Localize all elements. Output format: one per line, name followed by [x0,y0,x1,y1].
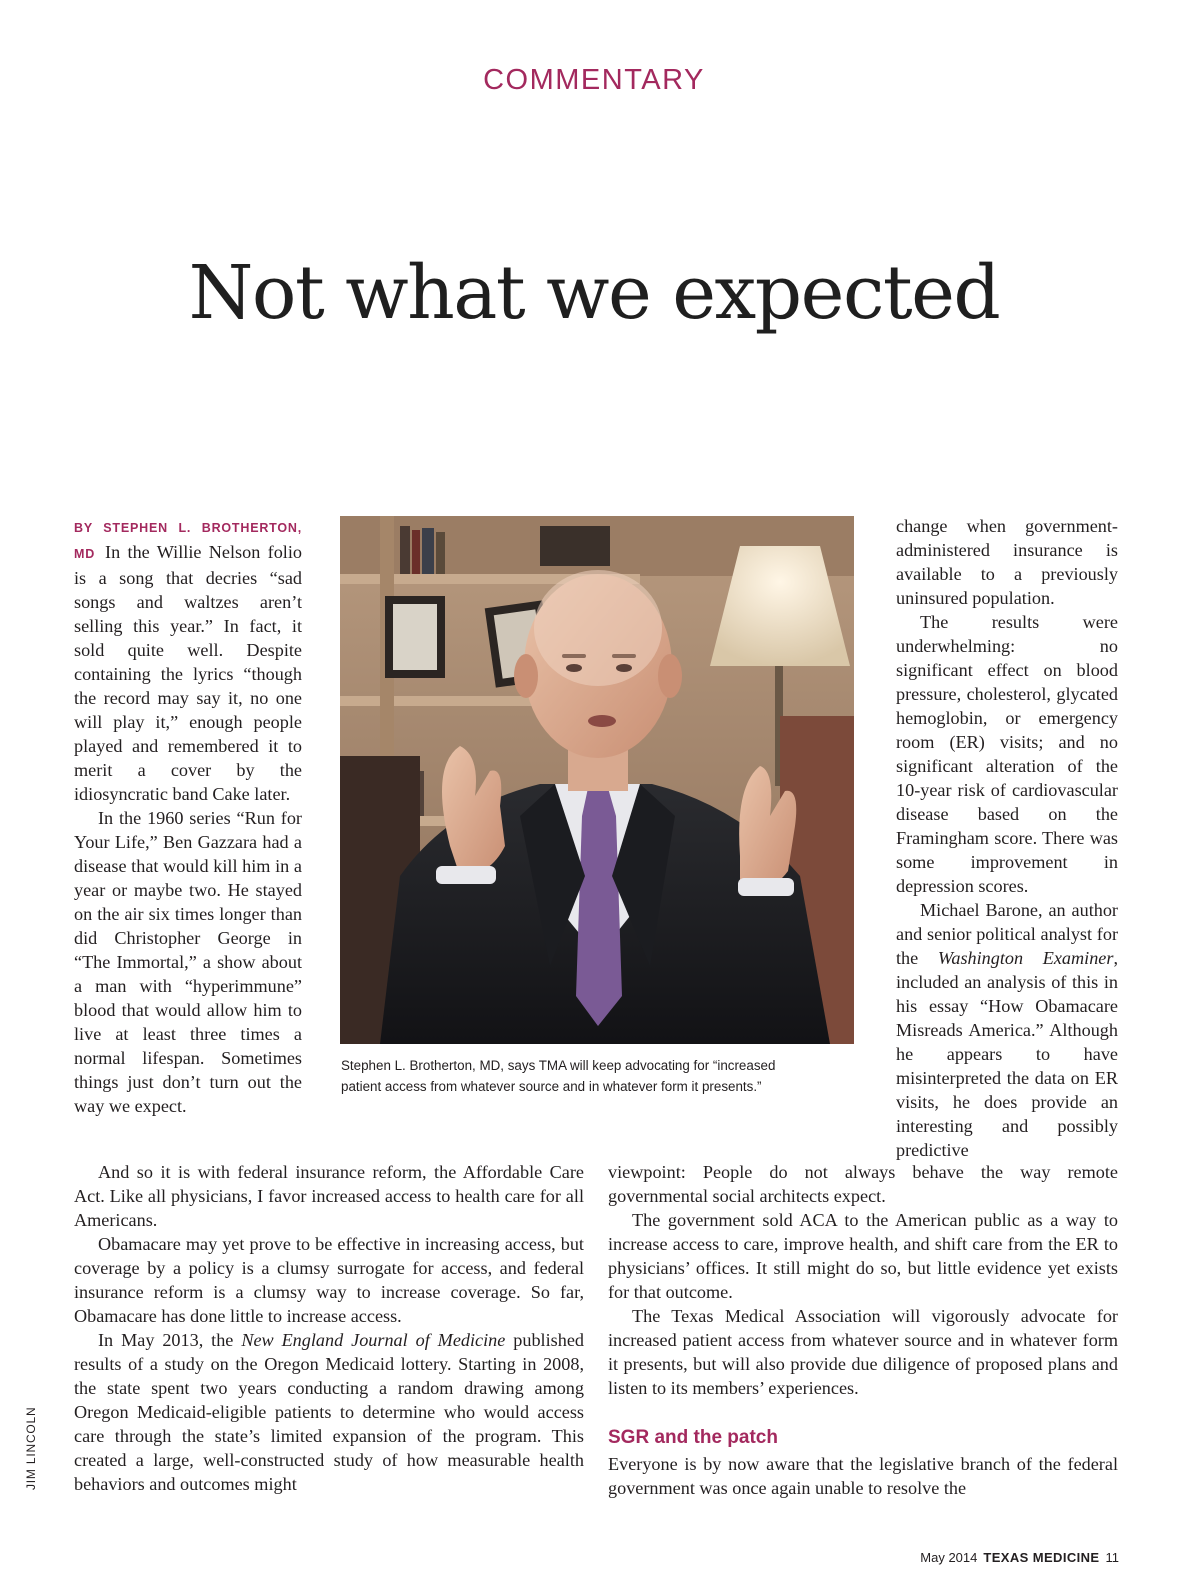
section-label: COMMENTARY [483,64,705,96]
paragraph-text: In May 2013, the [98,1330,242,1350]
article-column-bottom-left [74,1160,584,1496]
article-column-right [896,514,1118,1162]
photo-caption: Stephen L. Brotherton, MD, says TMA will keep advocating for “increased patient access from whatever source and in whatever form it presents.” [341,1058,776,1094]
opening-paragraph [74,514,302,806]
paragraph-text: In the Willie Nelson folio is a song that decries “sad songs and waltzes aren’t selling this year.” In fact, it sold quite well. Despite containing the lyrics “though the record may say it, no one will play it,” enough people played and remembered it to merit a cover by the idiosyncratic band Cake later. [74,542,302,804]
photo-credit [24,1406,44,1510]
paragraph: viewpoint: People do not always behave the way remote governmental social architects expect. [608,1162,1118,1206]
article-column-bottom-right [608,1160,1118,1500]
publication-title: Washington Examiner [937,948,1114,968]
paragraph: change when government-administered insurance is available to a previously uninsured population. [896,516,1118,608]
paragraph: Obamacare may yet prove to be effective in increasing access, but coverage by a policy is a clumsy surrogate for access, and federal insurance reform is a clumsy way to increase coverage. So far, Obamacare has done little to increase access. [74,1234,584,1326]
photo-credit-text: JIM LINCOLN [24,1406,38,1490]
paragraph: The Texas Medical Association will vigorously advocate for increased patient access from whatever source and in whatever form it presents, but will also provide due diligence of proposed plans and listen to its members’ experiences. [608,1306,1118,1398]
issue-date: May 2014 [920,1550,978,1565]
page-footer [920,1550,1119,1565]
paragraph: Everyone is by now aware that the legislative branch of the federal government was once again unable to resolve the [608,1454,1118,1498]
paragraph-text: Michael Barone, an author and senior political analyst for the [896,900,1118,968]
portrait-photo [340,516,854,1044]
paragraph [74,1328,584,1496]
paragraph: The government sold ACA to the American public as a way to increase access to care, improve health, and shift care from the ER to physicians’ offices. It still might do so, but little evidence yet exists for that outcome. [608,1210,1118,1302]
article-column-left [74,514,302,1118]
paragraph-text: , included an analysis of this in his essay “How Obamacare Misreads America.” Although he appears to have misinterpreted the data on ER visits, he does provide an interesting and possibly predictive [896,948,1118,1160]
publication-title: New England Journal of Medicine [241,1330,506,1350]
subheading: SGR and the patch [608,1427,778,1448]
paragraph [896,898,1118,1162]
byline: BY STEPHEN L. BROTHERTON, MD [74,521,302,561]
paragraph: The results were underwhelming: no significant effect on blood pressure, cholesterol, glycated hemoglobin, or emergency room (ER) visits; and no significant alteration of the 10-year risk of cardiovascular disease based on the Framingham score. There was some improvement in depression scores. [896,612,1118,896]
paragraph: And so it is with federal insurance reform, the Affordable Care Act. Like all physicians, I favor increased access to health care for all Americans. [74,1162,584,1230]
paragraph: In the 1960 series “Run for Your Life,” Ben Gazzara had a disease that would kill him in a year or maybe two. He stayed on the air six times longer than did Christopher George in “The Immortal,” a show about a man with “hyperimmune” blood that would allow him to live at least three times a normal lifespan. Sometimes things just don’t turn out the way we expect. [74,808,302,1116]
paragraph-text: published results of a study on the Oregon Medicaid lottery. Starting in 2008, the state spent two years conducting a random drawing among Oregon Medicaid-eligible patients to determine who would access care through the state’s limited expansion of the program. This created a large, well-constructed study of how measurable health behaviors and outcomes might [74,1330,584,1494]
magazine-name: TEXAS MEDICINE [983,1550,1100,1565]
headline: Not what we expected [188,250,1000,336]
page-number: 11 [1105,1550,1119,1565]
